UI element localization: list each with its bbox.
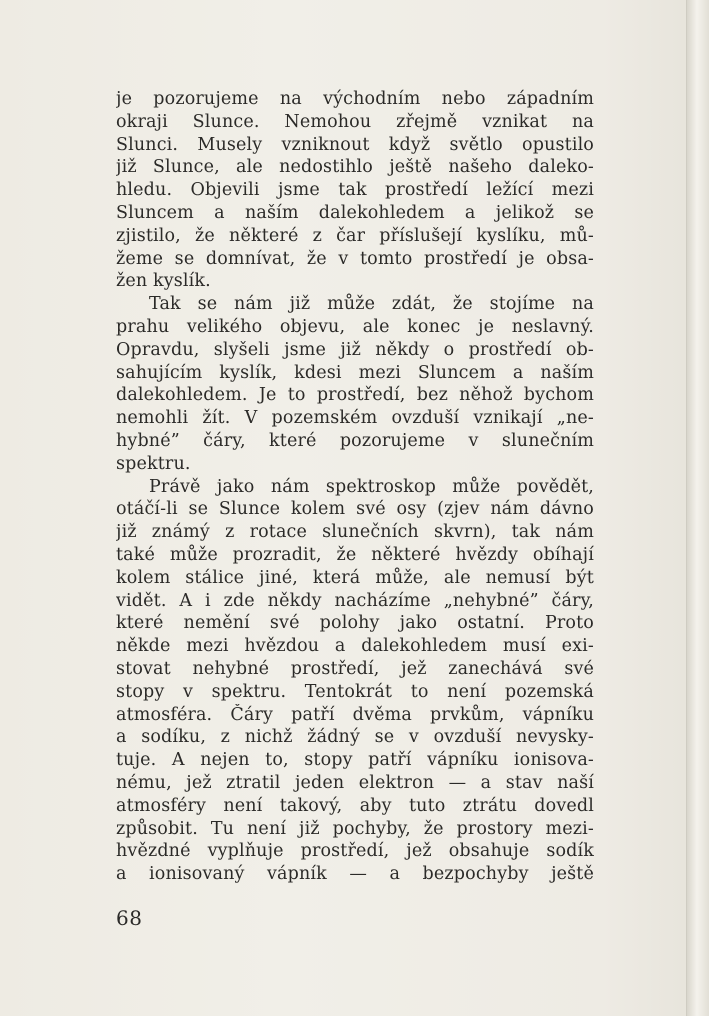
text-line: Právě jako nám spektroskop může povědět, [149,476,594,497]
text-line: dalekohledem. Je to prostředí, bez něhož bychom [116,385,594,406]
text-line: atmosféra. Čáry patří dvěma prvkům, vápníku [116,704,594,725]
text-line: již známý z rotace slunečních skvrn), tak nám [116,522,594,543]
text-line: a sodíku, z nichž žádný se v ovzduší nevysky- [116,727,594,748]
text-line: stovat nehybné prostředí, jež zanechává své [116,658,594,679]
text-line: okraji Slunce. Nemohou zřejmě vznikat na [116,111,594,132]
text-line: Tak se nám již může zdát, že stojíme na [149,294,594,315]
body-text [116,88,594,886]
text-line: sahujícím kyslík, kdesi mezi Sluncem a naším [116,362,594,383]
page-gutter [686,0,709,1016]
text-line: nému, jež ztratil jeden elektron — a stav naší [116,772,594,793]
text-line: prahu velikého objevu, ale konec je neslavný. [116,316,594,337]
text-line: hledu. Objevili jsme tak prostředí ležící mezi [116,180,594,201]
page-number: 68 [116,906,143,930]
text-line: způsobit. Tu není již pochyby, že prostory mezi- [116,818,594,839]
text-line: někde mezi hvězdou a dalekohledem musí exi- [116,636,594,657]
text-line: Slunci. Musely vzniknout když světlo opustilo [116,134,594,155]
text-line: je pozorujeme na východním nebo západním [116,89,594,109]
text-line: atmosféry není takový, aby tuto ztrátu dovedl [116,795,594,816]
text-line: vidět. A i zde někdy nacházíme „nehybné” čáry, [116,590,594,611]
text-line: stopy v spektru. Tentokrát to není pozemská [116,681,594,702]
text-line: již Slunce, ale nedostihlo ještě našeho daleko- [116,157,594,178]
text-line: Opravdu, slyšeli jsme již někdy o prostředí ob- [116,339,594,360]
text-line: žen kyslík. [116,271,211,292]
text-line: hvězdné vyplňuje prostředí, jež obsahuje sodík [116,841,594,862]
text-line: tuje. A nejen to, stopy patří vápníku ionisova- [116,750,594,771]
text-line: kolem stálice jiné, která může, ale nemusí být [116,567,594,588]
text-line: zjistilo, že některé z čar příslušejí kyslíku, mů- [116,225,594,246]
text-line: které nemění své polohy jako ostatní. Proto [116,613,594,634]
text-line: hybné” čáry, které pozorujeme v slunečním [116,430,594,451]
text-line: také může prozradit, že některé hvězdy obíhají [116,544,594,565]
text-line: otáčí-li se Slunce kolem své osy (zjev nám dávno [116,499,594,520]
text-line: Sluncem a naším dalekohledem a jelikož se [116,202,594,223]
text-line: nemohli žít. V pozemském ovzduší vznikají „ne- [116,408,594,429]
text-line: žeme se domnívat, že v tomto prostředí je obsa- [116,248,594,269]
text-line: a ionisovaný vápník — a bezpochyby ještě [116,864,594,885]
text-line: spektru. [116,453,191,474]
